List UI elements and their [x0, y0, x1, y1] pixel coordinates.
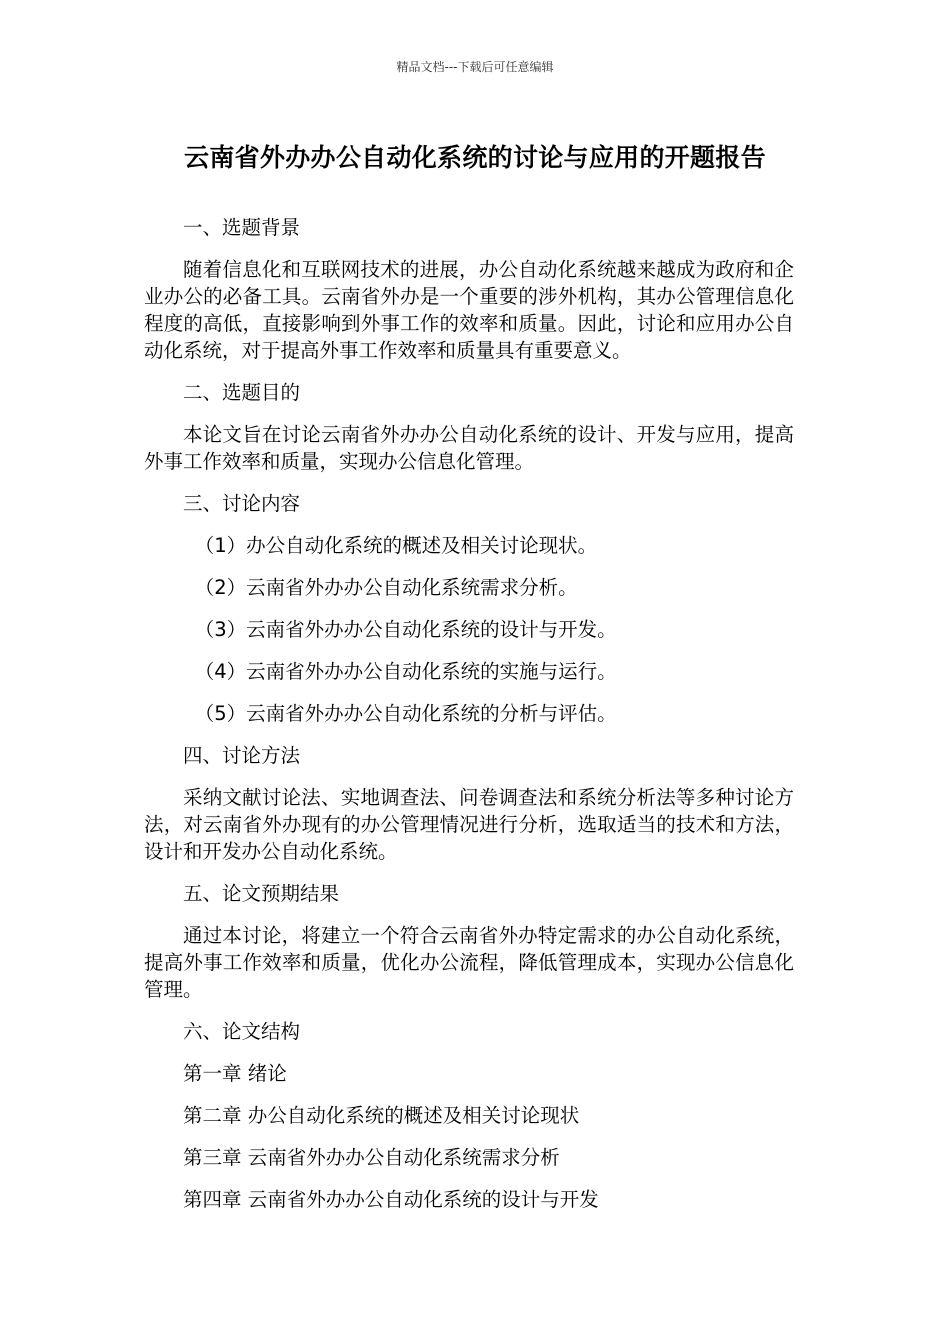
paragraph-method: 采纳文献讨论法、实地调查法、问卷调查法和系统分析法等多种讨论方法，对云南省外办现有的办公管理情况进行分析，选取适当的技术和方法，设计和开发办公自动化系统。: [144, 786, 794, 863]
paragraph-background: 随着信息化和互联网技术的进展，办公自动化系统越来越成为政府和企业办公的必备工具。云南省外办是一个重要的涉外机构，其办公管理信息化程度的高低，直接影响到外事工作的效率和质量。因此，讨论和应用办公自动化系统，对于提高外事工作效率和质量具有重要意义。: [144, 258, 794, 362]
section-heading-structure: 六、论文结构: [183, 1020, 301, 1043]
paragraph-purpose: 本论文旨在讨论云南省外办办公自动化系统的设计、开发与应用，提高外事工作效率和质量，实现办公信息化管理。: [144, 423, 794, 473]
section-heading-background: 一、选题背景: [183, 216, 301, 239]
content-list-item: （5）云南省外办办公自动化系统的分析与评估。: [194, 702, 617, 725]
paragraph-expected-results: 通过本讨论，将建立一个符合云南省外办特定需求的办公自动化系统，提高外事工作效率和质量，优化办公流程，降低管理成本，实现办公信息化管理。: [144, 924, 794, 1001]
document-title: 云南省外办办公自动化系统的讨论与应用的开题报告: [184, 143, 766, 172]
chapter-item: 第四章 云南省外办办公自动化系统的设计与开发: [183, 1188, 599, 1211]
header-note: 精品文档---下载后可任意编辑: [396, 60, 554, 74]
content-list-item: （3）云南省外办办公自动化系统的设计与开发。: [194, 618, 617, 641]
section-heading-method: 四、讨论方法: [183, 744, 301, 767]
chapter-item: 第三章 云南省外办办公自动化系统需求分析: [183, 1146, 560, 1169]
chapter-item: 第一章 绪论: [183, 1062, 287, 1085]
content-list-item: （4）云南省外办办公自动化系统的实施与运行。: [194, 660, 617, 683]
chapter-item: 第二章 办公自动化系统的概述及相关讨论现状: [183, 1104, 580, 1127]
document-body: [144, 214, 794, 1228]
section-heading-purpose: 二、选题目的: [183, 381, 301, 404]
content-list-item: （1）办公自动化系统的概述及相关讨论现状。: [194, 534, 598, 557]
content-list-item: （2）云南省外办办公自动化系统需求分析。: [194, 576, 578, 599]
section-heading-expected-results: 五、论文预期结果: [183, 882, 340, 905]
section-heading-content: 三、讨论内容: [183, 492, 301, 515]
